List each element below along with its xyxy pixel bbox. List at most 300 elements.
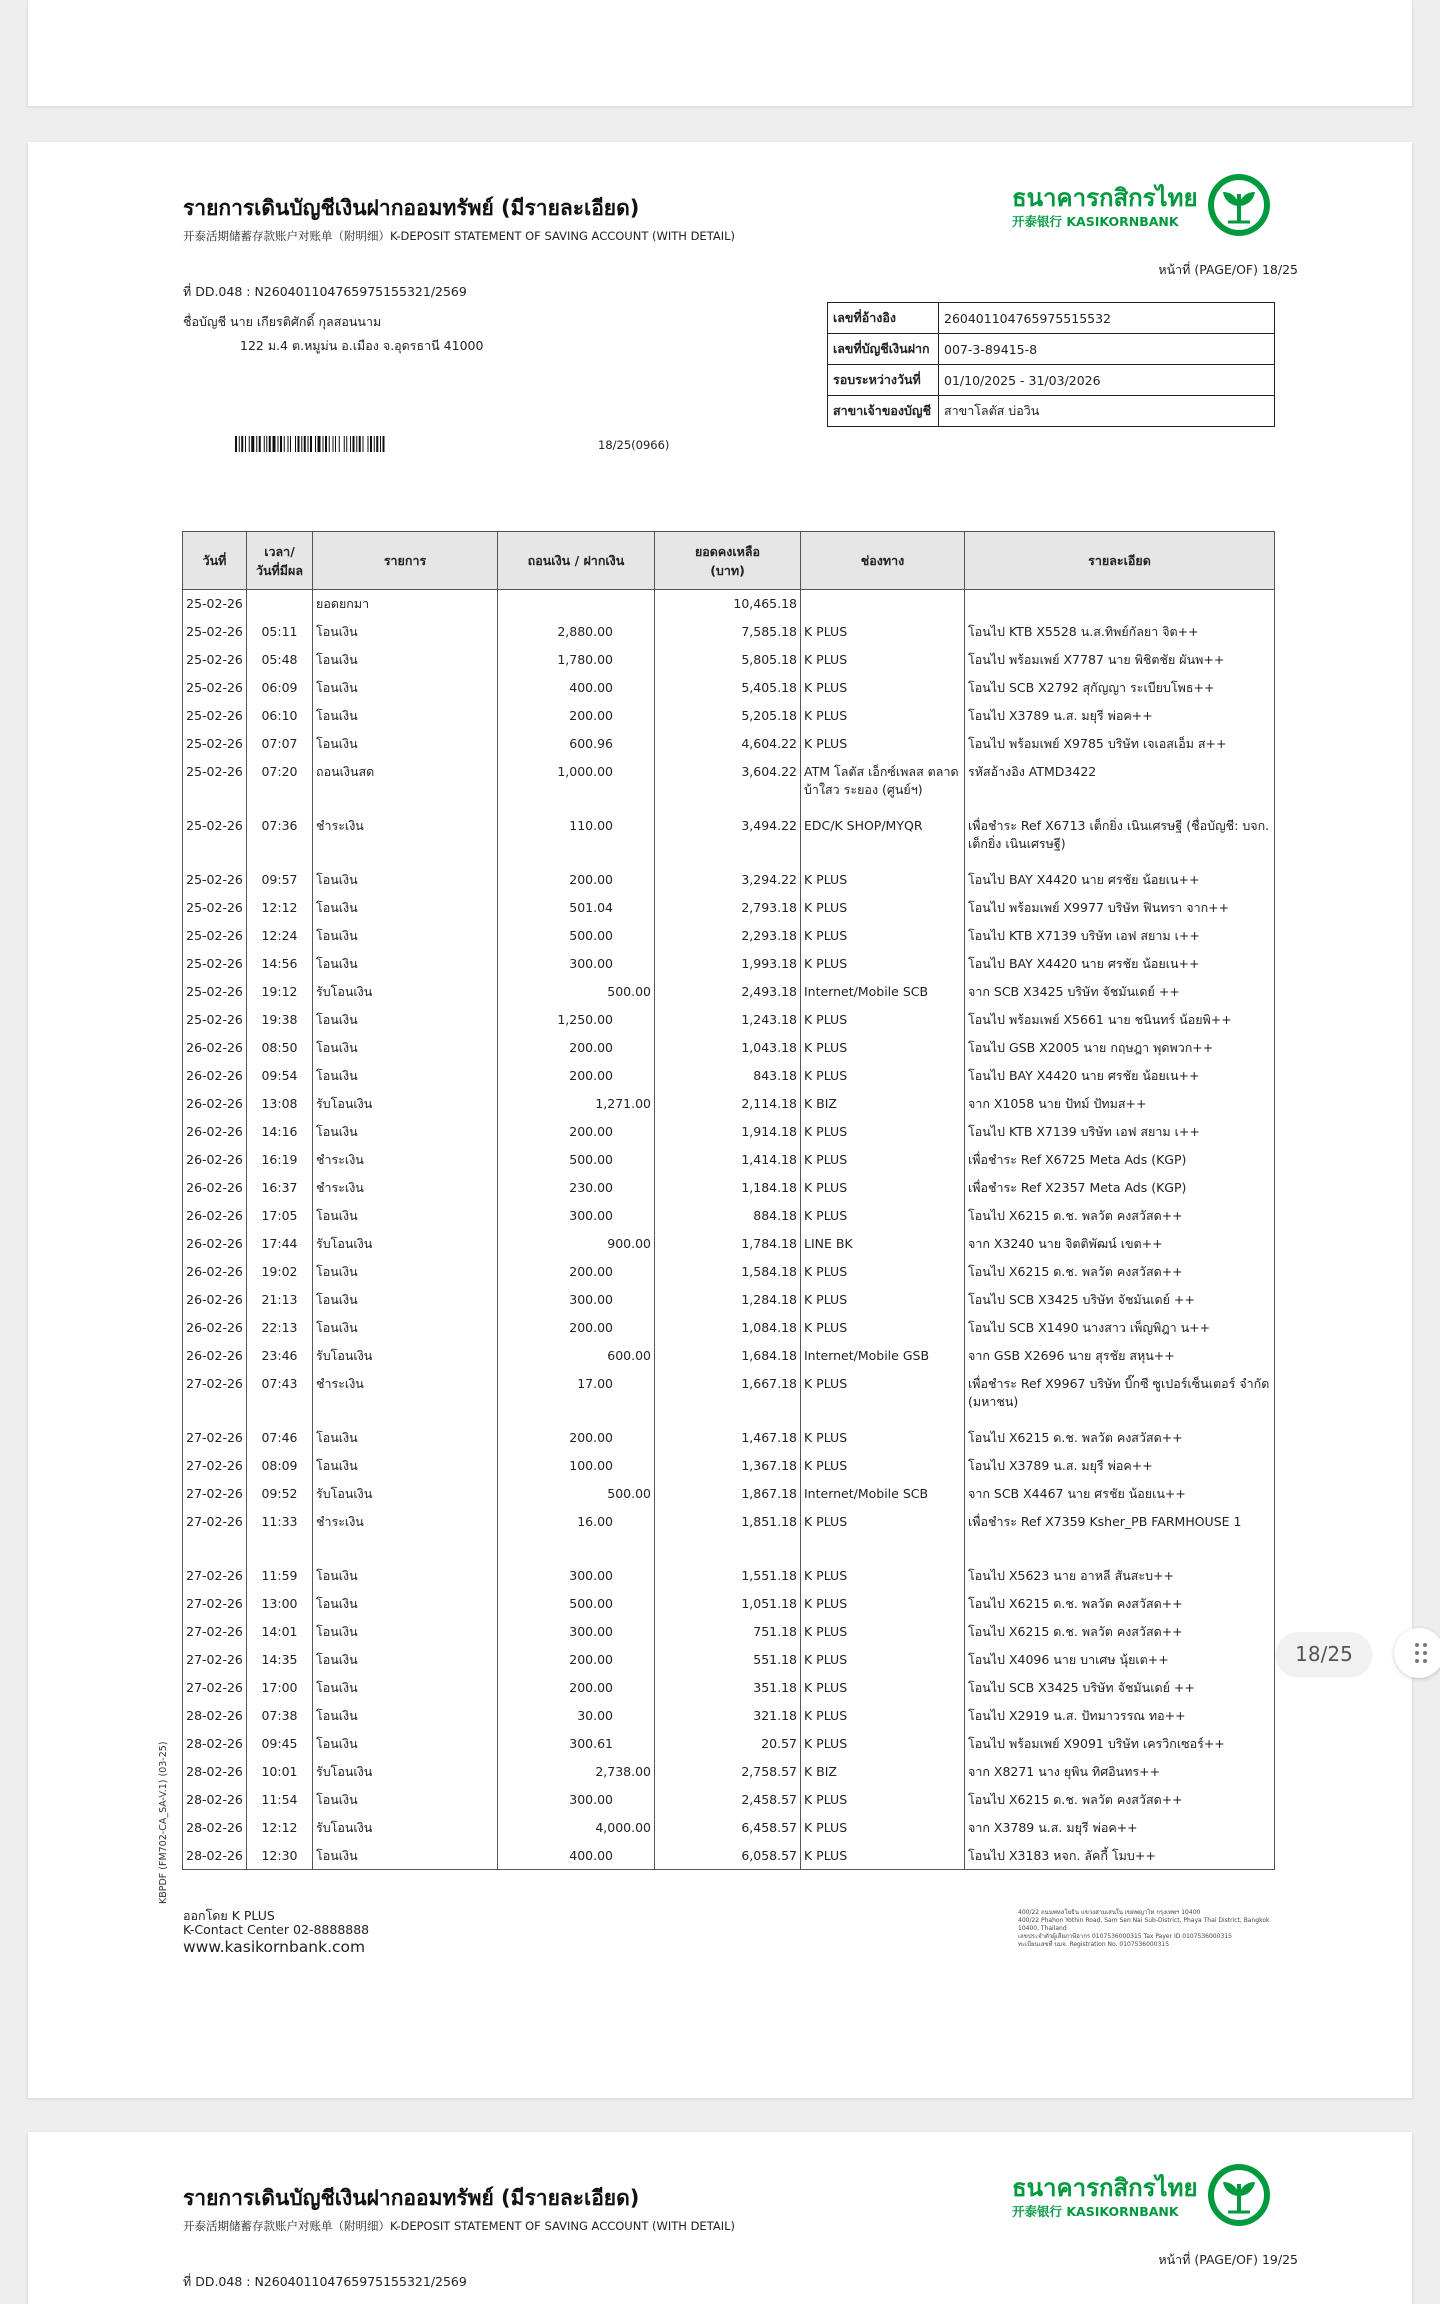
cell-channel: K PLUS: [801, 1814, 965, 1842]
table-row: [183, 1174, 1275, 1202]
barcode-bar: [245, 436, 246, 452]
cell-channel: K PLUS: [801, 1034, 965, 1062]
cell-detail: โอนไป X3789 น.ส. มยุรี พ่อค++: [965, 1452, 1275, 1480]
cell-item: โอนเงิน: [313, 950, 498, 978]
cell-amount: [498, 1452, 655, 1480]
withdraw-amount: 500.00: [569, 1595, 613, 1611]
cell-item: รับโอนเงิน: [313, 1090, 498, 1118]
cell-item: รับโอนเงิน: [313, 1230, 498, 1258]
barcode-bar: [350, 436, 351, 452]
cell-balance: 2,114.18: [655, 1090, 801, 1118]
cell-channel: K PLUS: [801, 1370, 965, 1424]
table-row: [183, 1786, 1275, 1814]
barcode-bar: [280, 436, 282, 452]
withdraw-amount: 300.00: [569, 1623, 613, 1639]
barcode-bar: [266, 436, 267, 452]
table-row: [183, 1342, 1275, 1370]
cell-item: โอนเงิน: [313, 1452, 498, 1480]
form-code: KBPDF (FM702-CA_SA-V.1) (03-25): [158, 1741, 169, 1904]
cell-time: 17:44: [247, 1230, 313, 1258]
cell-balance: 20.57: [655, 1730, 801, 1758]
barcode-bar: [301, 436, 302, 452]
cell-amount: [498, 1646, 655, 1674]
table-row: [183, 730, 1275, 758]
cell-time: 08:50: [247, 1034, 313, 1062]
barcode-bar: [370, 436, 372, 452]
cell-channel: K PLUS: [801, 1842, 965, 1870]
cell-date: 26-02-26: [183, 1034, 247, 1062]
withdraw-amount: 500.00: [569, 1151, 613, 1167]
cell-detail: โอนไป GSB X2005 นาย กฤษฎา พุดพวก++: [965, 1034, 1275, 1062]
table-row: [183, 812, 1275, 866]
barcode-bar: [333, 436, 334, 452]
cell-channel: K PLUS: [801, 1786, 965, 1814]
barcode-bar: [356, 436, 357, 452]
table-row: [183, 674, 1275, 702]
cell-amount: [498, 1090, 655, 1118]
barcode-bar: [353, 436, 355, 452]
cell-channel: Internet/Mobile SCB: [801, 978, 965, 1006]
cell-amount: [498, 674, 655, 702]
cell-channel: K PLUS: [801, 702, 965, 730]
deposit-amount: 4,000.00: [595, 1819, 651, 1835]
cell-time: 12:30: [247, 1842, 313, 1870]
cell-item: โอนเงิน: [313, 730, 498, 758]
barcode-bar: [339, 436, 340, 452]
cell-channel: K PLUS: [801, 646, 965, 674]
cell-amount: [498, 1590, 655, 1618]
cell-item: โอนเงิน: [313, 1590, 498, 1618]
account-info-table: [827, 302, 1275, 427]
cell-time: [247, 590, 313, 618]
withdraw-amount: 501.04: [569, 899, 613, 915]
statement-title-en: 开泰活期储蓄存款账户对账单（附明细）K-DEPOSIT STATEMENT OF SAVING ACCOUNT (WITH DETAIL): [183, 229, 735, 243]
cell-time: 14:16: [247, 1118, 313, 1146]
table-row: [183, 1842, 1275, 1870]
barcode-bar: [363, 436, 364, 452]
cell-date: 26-02-26: [183, 1314, 247, 1342]
cell-time: 06:10: [247, 702, 313, 730]
cell-item: โอนเงิน: [313, 618, 498, 646]
table-row: [183, 1062, 1275, 1090]
cell-date: 26-02-26: [183, 1174, 247, 1202]
cell-balance: 3,604.22: [655, 758, 801, 812]
barcode-bar: [318, 436, 321, 452]
cell-date: 25-02-26: [183, 646, 247, 674]
cell-item: โอนเงิน: [313, 1286, 498, 1314]
cell-channel: K PLUS: [801, 950, 965, 978]
cell-item: โอนเงิน: [313, 1646, 498, 1674]
cell-amount: [498, 1618, 655, 1646]
next-statement-title-en: 开泰活期储蓄存款账户对账单（附明细）K-DEPOSIT STATEMENT OF SAVING ACCOUNT (WITH DETAIL): [183, 2219, 735, 2233]
cell-amount: [498, 702, 655, 730]
cell-detail: โอนไป BAY X4420 นาย ศรชัย น้อยเน++: [965, 1062, 1275, 1090]
cell-item: โอนเงิน: [313, 1702, 498, 1730]
withdraw-amount: 2,880.00: [557, 623, 613, 639]
cell-date: 26-02-26: [183, 1118, 247, 1146]
cell-amount: [498, 1730, 655, 1758]
cell-date: 25-02-26: [183, 866, 247, 894]
cell-channel: [801, 590, 965, 618]
cell-detail: จาก X1058 นาย ปัทม์ ปัทมส++: [965, 1090, 1275, 1118]
header-time: [247, 532, 313, 590]
previous-page-sheet: [28, 0, 1412, 106]
contact-center: K-Contact Center 02-8888888: [183, 1922, 370, 1937]
next-bank-name-th: ธนาคารกสิกรไทย: [1012, 2174, 1198, 2202]
withdraw-amount: 200.00: [569, 1679, 613, 1695]
cell-channel: K PLUS: [801, 1508, 965, 1562]
cell-detail: โอนไป พร้อมเพย์ X5661 นาย ชนินทร์ น้อยพิ++: [965, 1006, 1275, 1034]
cell-item: ถอนเงินสด: [313, 758, 498, 812]
cell-balance: 351.18: [655, 1674, 801, 1702]
cell-date: 26-02-26: [183, 1090, 247, 1118]
cell-amount: [498, 1508, 655, 1562]
cell-balance: 3,294.22: [655, 866, 801, 894]
withdraw-amount: 200.00: [569, 1429, 613, 1445]
cell-time: 05:11: [247, 618, 313, 646]
cell-balance: 321.18: [655, 1702, 801, 1730]
cell-detail: โอนไป X6215 ด.ช. พลวัต คงสวัสด++: [965, 1786, 1275, 1814]
withdraw-amount: 500.00: [569, 927, 613, 943]
cell-balance: 551.18: [655, 1646, 801, 1674]
header-item: รายการ: [313, 532, 498, 590]
withdraw-amount: 1,780.00: [557, 651, 613, 667]
cell-detail: โอนไป X6215 ด.ช. พลวัต คงสวัสด++: [965, 1258, 1275, 1286]
cell-item: รับโอนเงิน: [313, 1480, 498, 1508]
cell-date: 28-02-26: [183, 1758, 247, 1786]
barcode-bar: [273, 436, 276, 452]
header-time-line1: เวลา/: [264, 543, 295, 559]
cell-time: 12:12: [247, 894, 313, 922]
cell-balance: 1,551.18: [655, 1562, 801, 1590]
cell-channel: K PLUS: [801, 1424, 965, 1452]
cell-time: 13:00: [247, 1590, 313, 1618]
cell-channel: EDC/K SHOP/MYQR: [801, 812, 965, 866]
page-number: หน้าที่ (PAGE/OF) 18/25: [1158, 262, 1298, 277]
cell-time: 12:12: [247, 1814, 313, 1842]
fine-print-line: 400/22 ถนนพหลโยธิน แขวงสามเสนใน เขตพญาไท กรุงเทพฯ 10400: [1018, 1909, 1201, 1916]
barcode-bar: [288, 436, 289, 452]
cell-detail: จาก SCB X4467 นาย ศรชัย น้อยเน++: [965, 1480, 1275, 1508]
cell-item: โอนเงิน: [313, 1842, 498, 1870]
table-header-row: [183, 532, 1275, 590]
withdraw-amount: 300.00: [569, 955, 613, 971]
cell-time: 19:02: [247, 1258, 313, 1286]
cell-channel: K BIZ: [801, 1758, 965, 1786]
fine-print-line: 400/22 Phahon Yothin Road, Sam Sen Nai Sub-District, Phaya Thai District, Bangkok 10400, Thailand: [1018, 1917, 1270, 1932]
cell-date: 27-02-26: [183, 1480, 247, 1508]
cell-time: 13:08: [247, 1090, 313, 1118]
cell-amount: [498, 1758, 655, 1786]
table-row: [183, 922, 1275, 950]
cell-date: 25-02-26: [183, 1006, 247, 1034]
cell-time: 07:43: [247, 1370, 313, 1424]
cell-item: ชำระเงิน: [313, 1508, 498, 1562]
barcode-bar: [374, 436, 375, 452]
barcode-bar: [310, 436, 312, 452]
cell-detail: จาก X3789 น.ส. มยุรี พ่อค++: [965, 1814, 1275, 1842]
barcode-bar: [346, 436, 347, 452]
cell-detail: โอนไป X4096 นาย บาเศษ นุ้ยเต++: [965, 1646, 1275, 1674]
barcode-bar: [235, 436, 237, 452]
deposit-amount: 900.00: [607, 1235, 651, 1251]
cell-channel: K PLUS: [801, 1618, 965, 1646]
cell-detail: เพื่อชำระ Ref X2357 Meta Ads (KGP): [965, 1174, 1275, 1202]
transactions-body: [183, 590, 1275, 1870]
cell-balance: 2,458.57: [655, 1786, 801, 1814]
cell-detail: โอนไป X6215 ด.ช. พลวัต คงสวัสด++: [965, 1618, 1275, 1646]
cell-item: ชำระเงิน: [313, 1370, 498, 1424]
cell-time: 09:45: [247, 1730, 313, 1758]
info-value: 007-3-89415-8: [939, 334, 1275, 365]
cell-amount: [498, 1314, 655, 1342]
cell-detail: เพื่อชำระ Ref X6725 Meta Ads (KGP): [965, 1146, 1275, 1174]
table-row: [183, 1146, 1275, 1174]
cell-date: 26-02-26: [183, 1230, 247, 1258]
cell-detail: รหัสอ้างอิง ATMD3422: [965, 758, 1275, 812]
cell-time: 14:35: [247, 1646, 313, 1674]
withdraw-amount: 200.00: [569, 871, 613, 887]
cell-balance: 1,084.18: [655, 1314, 801, 1342]
cell-item: รับโอนเงิน: [313, 1758, 498, 1786]
cell-balance: 1,584.18: [655, 1258, 801, 1286]
cell-balance: 2,293.18: [655, 922, 801, 950]
deposit-amount: 1,271.00: [595, 1095, 651, 1111]
cell-amount: [498, 1424, 655, 1452]
cell-item: โอนเงิน: [313, 702, 498, 730]
cell-date: 27-02-26: [183, 1508, 247, 1562]
cell-channel: K PLUS: [801, 1146, 965, 1174]
cell-item: โอนเงิน: [313, 674, 498, 702]
header-channel: ช่องทาง: [801, 532, 965, 590]
cell-time: 05:48: [247, 646, 313, 674]
cell-balance: 1,414.18: [655, 1146, 801, 1174]
header-detail: รายละเอียด: [965, 532, 1275, 590]
cell-detail: โอนไป SCB X3425 บริษัท จัชมันเดย์ ++: [965, 1674, 1275, 1702]
cell-amount: [498, 1342, 655, 1370]
barcode-bar: [380, 436, 381, 452]
cell-balance: 884.18: [655, 1202, 801, 1230]
table-row: [183, 1034, 1275, 1062]
table-row: [183, 1424, 1275, 1452]
cell-channel: K PLUS: [801, 1646, 965, 1674]
cell-balance: 1,467.18: [655, 1424, 801, 1452]
cell-balance: 6,058.57: [655, 1842, 801, 1870]
cell-time: 09:57: [247, 866, 313, 894]
barcode-bar: [256, 436, 257, 452]
cell-date: 27-02-26: [183, 1590, 247, 1618]
info-label: รอบระหว่างวันที่: [828, 365, 939, 396]
cell-amount: [498, 1230, 655, 1258]
cell-channel: Internet/Mobile GSB: [801, 1342, 965, 1370]
barcode-bar: [376, 436, 378, 452]
cell-date: 28-02-26: [183, 1786, 247, 1814]
cell-balance: 6,458.57: [655, 1814, 801, 1842]
cell-amount: [498, 1702, 655, 1730]
cell-time: 07:36: [247, 812, 313, 866]
deposit-amount: 2,738.00: [595, 1763, 651, 1779]
cell-channel: K PLUS: [801, 1174, 965, 1202]
table-row: [183, 702, 1275, 730]
next-kasikorn-logo-icon: [1206, 2162, 1272, 2228]
table-row: [183, 1230, 1275, 1258]
cell-channel: K PLUS: [801, 866, 965, 894]
fine-print-line: ทะเบียนเลขที่ บมจ. Registration No. 0107536000315: [1018, 1941, 1170, 1948]
cell-date: 25-02-26: [183, 758, 247, 812]
drag-dots-icon: [1414, 1642, 1428, 1664]
header-balance-line2: (บาท): [710, 562, 745, 578]
cell-time: 09:52: [247, 1480, 313, 1508]
table-row: [183, 1730, 1275, 1758]
cell-detail: โอนไป X2919 น.ส. ปัทมาวรรณ ทอ++: [965, 1702, 1275, 1730]
cell-date: 26-02-26: [183, 1062, 247, 1090]
withdraw-amount: 17.00: [577, 1375, 613, 1391]
cell-detail: จาก SCB X3425 บริษัท จัชมันเดย์ ++: [965, 978, 1275, 1006]
cell-balance: 1,667.18: [655, 1370, 801, 1424]
statement-title-th: รายการเดินบัญชีเงินฝากออมทรัพย์ (มีรายละเอียด): [183, 196, 640, 220]
cell-channel: K PLUS: [801, 730, 965, 758]
table-row: [183, 950, 1275, 978]
barcode-bar: [329, 436, 330, 452]
cell-balance: 2,493.18: [655, 978, 801, 1006]
cell-item: โอนเงิน: [313, 1202, 498, 1230]
cell-item: โอนเงิน: [313, 1562, 498, 1590]
cell-balance: 1,367.18: [655, 1452, 801, 1480]
cell-detail: โอนไป X6215 ด.ช. พลวัต คงสวัสด++: [965, 1590, 1275, 1618]
cell-item: ชำระเงิน: [313, 812, 498, 866]
cell-channel: K PLUS: [801, 1286, 965, 1314]
header-time-line2: วันที่มีผล: [255, 562, 304, 578]
cell-date: 26-02-26: [183, 1202, 247, 1230]
withdraw-amount: 230.00: [569, 1179, 613, 1195]
deposit-amount: 600.00: [607, 1347, 651, 1363]
cell-time: 07:46: [247, 1424, 313, 1452]
header-balance-line1: ยอดคงเหลือ: [694, 543, 761, 559]
cell-amount: [498, 1370, 655, 1424]
cell-time: 19:38: [247, 1006, 313, 1034]
barcode-bar: [249, 436, 250, 452]
cell-channel: K PLUS: [801, 1258, 965, 1286]
cell-date: 25-02-26: [183, 812, 247, 866]
cell-item: โอนเงิน: [313, 1674, 498, 1702]
cell-date: 26-02-26: [183, 1146, 247, 1174]
cell-balance: 1,051.18: [655, 1590, 801, 1618]
cell-time: 07:20: [247, 758, 313, 812]
cell-detail: โอนไป SCB X1490 นางสาว เพ็ญพิฎา น++: [965, 1314, 1275, 1342]
table-row: [183, 758, 1275, 812]
barcode-bar: [315, 436, 316, 452]
table-row: [183, 1286, 1275, 1314]
cell-balance: 843.18: [655, 1062, 801, 1090]
cell-channel: K PLUS: [801, 618, 965, 646]
cell-detail: โอนไป KTB X7139 บริษัท เอฟ สยาม เ++: [965, 922, 1275, 950]
table-row: [183, 1508, 1275, 1562]
cell-item: ยอดยกมา: [313, 590, 498, 618]
cell-detail: โอนไป X6215 ด.ช. พลวัต คงสวัสด++: [965, 1424, 1275, 1452]
cell-amount: [498, 950, 655, 978]
cell-balance: 1,993.18: [655, 950, 801, 978]
cell-date: 27-02-26: [183, 1618, 247, 1646]
cell-date: 27-02-26: [183, 1370, 247, 1424]
cell-detail: โอนไป พร้อมเพย์ X7787 นาย พิชิตชัย ผันพ++: [965, 646, 1275, 674]
cell-detail: โอนไป X5623 นาย อาหลี สันสะบ++: [965, 1562, 1275, 1590]
cell-detail: โอนไป BAY X4420 นาย ศรชัย น้อยเน++: [965, 866, 1275, 894]
next-statement-title-th: รายการเดินบัญชีเงินฝากออมทรัพย์ (มีรายละเอียด): [183, 2186, 640, 2210]
table-row: [183, 978, 1275, 1006]
cell-amount: [498, 590, 655, 618]
cell-amount: [498, 646, 655, 674]
cell-balance: 7,585.18: [655, 618, 801, 646]
barcode-number: 18/25(0966): [598, 438, 670, 452]
withdraw-amount: 200.00: [569, 1067, 613, 1083]
cell-amount: [498, 978, 655, 1006]
cell-time: 09:54: [247, 1062, 313, 1090]
cell-time: 21:13: [247, 1286, 313, 1314]
cell-time: 19:12: [247, 978, 313, 1006]
cell-detail: โอนไป X3183 หจก. ลัคกี้ โมบ++: [965, 1842, 1275, 1870]
cell-amount: [498, 1202, 655, 1230]
cell-balance: 1,284.18: [655, 1286, 801, 1314]
barcode-image: [235, 436, 460, 452]
info-label: สาขาเจ้าของบัญชี: [828, 396, 939, 427]
barcode-bar: [383, 436, 385, 452]
withdraw-amount: 300.00: [569, 1791, 613, 1807]
cell-time: 08:09: [247, 1452, 313, 1480]
table-row: [183, 1702, 1275, 1730]
cell-detail: โอนไป KTB X5528 น.ส.ทิพย์กัลยา จิต++: [965, 618, 1275, 646]
cell-channel: K PLUS: [801, 1314, 965, 1342]
table-row: [183, 1674, 1275, 1702]
cell-time: 16:37: [247, 1174, 313, 1202]
cell-item: โอนเงิน: [313, 1006, 498, 1034]
bank-name-en: 开泰银行 KASIKORNBANK: [1012, 214, 1179, 229]
barcode-bar: [308, 436, 309, 452]
cell-detail: โอนไป พร้อมเพย์ X9091 บริษัท เครวิกเซอร์++: [965, 1730, 1275, 1758]
scroll-handle[interactable]: [1394, 1628, 1440, 1678]
withdraw-amount: 300.61: [569, 1735, 613, 1751]
barcode-bar: [284, 436, 285, 452]
withdraw-amount: 200.00: [569, 1123, 613, 1139]
cell-amount: [498, 1034, 655, 1062]
cell-balance: 1,043.18: [655, 1034, 801, 1062]
cell-date: 27-02-26: [183, 1674, 247, 1702]
cell-date: 26-02-26: [183, 1342, 247, 1370]
cell-time: 17:05: [247, 1202, 313, 1230]
cell-balance: 1,851.18: [655, 1508, 801, 1562]
cell-item: ชำระเงิน: [313, 1174, 498, 1202]
cell-detail: เพื่อชำระ Ref X9967 บริษัท บิ๊กซี ซูเปอร์เซ็นเตอร์ จำกัด (มหาชน): [965, 1370, 1275, 1424]
issued-by: ออกโดย K PLUS: [183, 1908, 275, 1923]
table-row: [183, 894, 1275, 922]
cell-date: 28-02-26: [183, 1814, 247, 1842]
table-row: [183, 1118, 1275, 1146]
cell-amount: [498, 1146, 655, 1174]
table-row: [183, 1814, 1275, 1842]
cell-amount: [498, 1062, 655, 1090]
account-name: ชื่อบัญชี นาย เกียรติศักดิ์ กุลสอนนาม: [183, 314, 382, 329]
barcode-bar: [239, 436, 240, 452]
cell-channel: K PLUS: [801, 1062, 965, 1090]
barcode-bar: [335, 436, 336, 452]
cell-item: โอนเงิน: [313, 1730, 498, 1758]
cell-balance: 4,604.22: [655, 730, 801, 758]
cell-detail: เพื่อชำระ Ref X7359 Ksher_PB FARMHOUSE 1: [965, 1508, 1275, 1562]
barcode-bar: [290, 436, 291, 452]
cell-channel: Internet/Mobile SCB: [801, 1480, 965, 1508]
cell-detail: โอนไป พร้อมเพย์ X9977 บริษัท ฟินทรา จาก++: [965, 894, 1275, 922]
table-row: [183, 1618, 1275, 1646]
cell-date: 25-02-26: [183, 922, 247, 950]
